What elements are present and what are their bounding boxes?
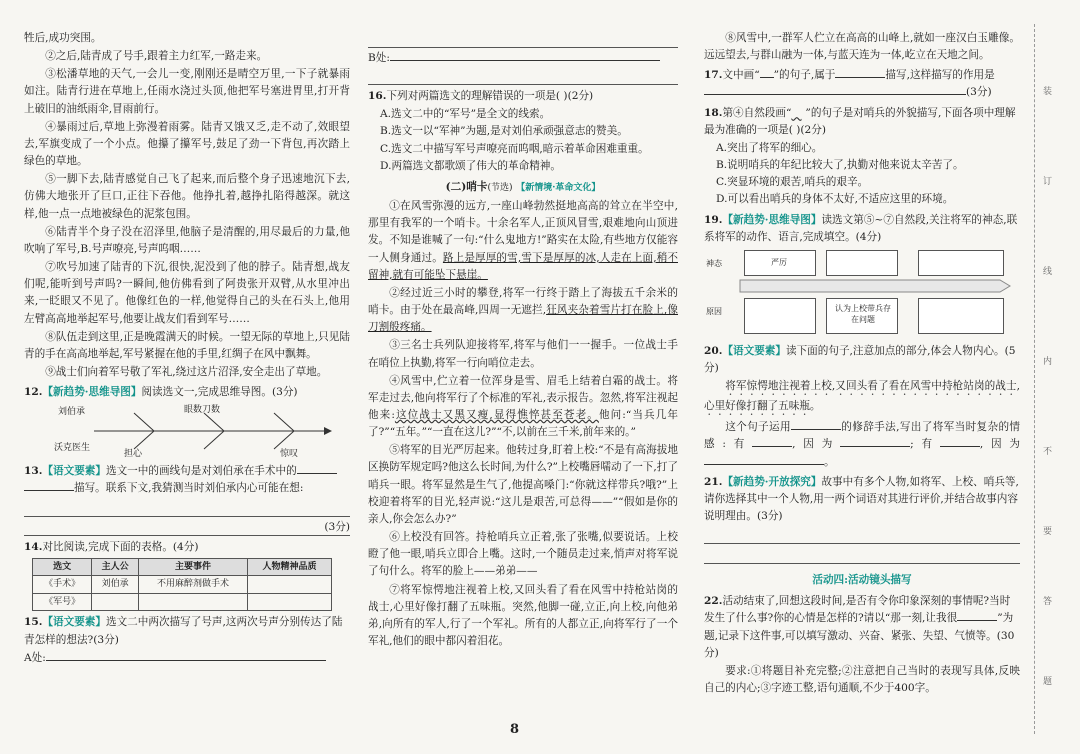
paragraph: ③松潘草地的天气,一会儿一变,刚刚还是晴空万里,一下子就暴雨如注。陆青行进在草地上,任雨水浇过头顶,他把军号塞进胃里,打开背上破旧的油纸雨伞,冒雨前行。: [24, 68, 350, 115]
answer-blank[interactable]: [297, 463, 337, 474]
requirements: 要求:①将题目补充完整;②注意把自己当时的表现写具体,反映自己的内心;③字迹工整,语句通顺,不少于400字。: [704, 664, 1020, 695]
answer-blank[interactable]: [840, 436, 910, 447]
column-right: [704, 30, 1020, 698]
mind-map-label: 担心: [124, 449, 143, 460]
paragraph: ②经过近三小时的攀登,将军一行终于踏上了海拔五千余米的哨卡。由于处在最高峰,四周一无遮拦,狂风夹杂着雪片打在脸上,像刀割般疼痛。: [368, 286, 679, 334]
answer-line[interactable]: (3分): [24, 519, 350, 536]
paragraph: ⑦将军惊愕地注视着上校,又回头看了看在风雪中持枪站岗的战士,心里好像打翻了五味瓶。突然,他脚一碰,立正,向上校,向他弟弟,向所有的军人,行了一个军礼。所有的人都立正,向将军行了一个军礼,他们的眼中都闪着泪花。: [368, 583, 678, 647]
mind-map-box: 认为上校带兵存在问题: [826, 298, 898, 334]
table-row: 《手术》 刘伯承 不用麻醉剂做手术: [33, 576, 332, 594]
question-12: 12.【新趋势·思维导图】阅读选文一,完成思维导图。(3分): [24, 386, 298, 399]
quote: 将军惊愕地注视着上校,又回头看了看在风雪中持枪站岗的战士,心里好像打翻了五味瓶。: [704, 380, 1020, 413]
mind-map-12: [24, 403, 350, 459]
question-19: 19.【新趋势·思维导图】读选文第⑤~⑦自然段,关注将军的神态,联系将军的动作、语言,完成填空。(4分): [704, 213, 1018, 243]
answer-line[interactable]: [704, 546, 1020, 564]
option[interactable]: D.两篇选文都歌颂了伟大的革命精神。: [380, 159, 561, 172]
question-17: 17.文中画“ ”的句子,属于 描写,这样描写的作用是 (3分): [704, 69, 995, 99]
answer-blank[interactable]: [940, 436, 980, 447]
answer-line[interactable]: [368, 67, 678, 85]
comparison-table: [32, 558, 332, 612]
option[interactable]: D.可以看出哨兵的身体不太好,不适应这里的环境。: [716, 193, 954, 206]
question-16: 16.下列对两篇选文的理解错误的一项是( )(2分): [368, 90, 594, 103]
paragraph: ⑨战士们向着军号敬了军礼,绕过这片沼泽,安全走出了草地。: [45, 365, 328, 378]
table-row: 《军号》: [33, 593, 332, 611]
row-label: 原因: [706, 306, 722, 316]
mind-map-label: 眼数刀数: [184, 405, 221, 416]
answer-blank[interactable]: [704, 454, 824, 465]
paragraph: ④风雪中,伫立着一位浑身是雪、眉毛上结着白霜的战士。将军走过去,他向将军行了个标准的军礼,表示报告。忽然,将军注视起他来:这位战士又黑又瘦,显得憔悴甚至苍老。他问:“当兵几年了?”“五年。”“一直在这儿?”“不,以前在三千米,前年来的。”: [368, 374, 678, 439]
answer-blank[interactable]: [704, 84, 966, 95]
binding-margin: 装 订 线 内 不 要 答 题: [1034, 24, 1065, 734]
paragraph: ⑥陆青半个身子没在沼泽里,他脑子是清醒的,用尽最后的力量,他吹响了军号,B.号声嘹亮,号声呜咽……: [24, 225, 350, 255]
section-title: (二)哨卡(节选) 【新情境·革命文化】: [445, 180, 601, 193]
question-13: 13.【语文要素】选文一中的画线句是对刘伯承在手术中的 描写。联系下文,我猜测当时刘伯承内心可能在想:: [24, 463, 350, 497]
answer-blank[interactable]: [752, 436, 792, 447]
answer-blank[interactable]: [24, 480, 74, 491]
mind-map-label: 刘伯承: [58, 407, 86, 418]
mind-map-box[interactable]: [918, 298, 1004, 334]
question-20: 20.【语文要素】读下面的句子,注意加点的部分,体会人物内心。(5分): [704, 344, 1016, 375]
option[interactable]: C.选文二中描写军号声嘹亮而呜咽,暗示着革命困难重重。: [380, 142, 649, 155]
column-middle: [368, 30, 678, 651]
paragraph: ⑦吹号加速了陆青的下沉,很快,泥没到了他的脖子。陆青想,战友们呢,能听到号声吗?一瞬间,他仿佛看到了阿贵张开双臂,从水里冲出来,一眨眼又不见了。他像红色的一样,他觉得自己的头在石头上,他用左臂高高地举起军号,他要让战友们看到军号……: [24, 261, 350, 325]
question-22: 22.活动结束了,回想这段时间,是否有令你印象深刻的事情呢?当时发生了什么事?你的心情是怎样的?请以“那一刻,让我很 ”为题,记录下这件事,可以填写激动、兴奋、紧张、失望、气愤等。(30分): [704, 595, 1015, 659]
mind-map-box[interactable]: [918, 250, 1004, 276]
paragraph: ⑤将军的目光严厉起来。他转过身,盯着上校:“不是有高海拔地区换防军规定吗?他这么长时间,为什么?”上校嘴唇嚅动了一下,打了哨兵一眼。将军显然是生气了,他提高嗓门:“你就这样带兵?哦?”上校迎着将军的目光,轻声说:“这儿是艰苦,可总得——”“假如是你的亲人,你会怎么办?”: [368, 444, 678, 525]
mind-map-label: 惊叹: [280, 449, 299, 460]
option[interactable]: B.选文一以“军神”为题,是对刘伯承顽强意志的赞美。: [380, 125, 628, 138]
paragraph: ②之后,陆青成了号手,跟着主力红军,一路走来。: [45, 50, 268, 63]
mind-map-box: 严厉: [744, 250, 816, 276]
mind-map-label: 沃克医生: [54, 443, 91, 454]
column-left: [24, 30, 350, 667]
paragraph: ④暴雨过后,草地上弥漫着雨雾。陆青又饿又乏,走不动了,效眼望去,军旗变成了一个小点。他攥了攥军号,鼓足了劲一下背包,再次踏上绿色的草地。: [24, 120, 350, 168]
question-21: 21.【新趋势·开放探究】故事中有多个人物,如将军、上校、哨兵等,请你选择其中一个人物,用一两个词语对其进行评价,并结合故事内容说明理由。(3分): [704, 475, 1019, 522]
question-18: 18.第④自然段画“ ”的句子是对哨兵的外貌描写,下面各项中理解最为准确的一项是( )(2分): [704, 106, 1016, 136]
answer-line[interactable]: [24, 499, 350, 517]
paragraph: ⑧风雪中,一群军人伫立在高高的山峰上,就如一座汉白玉雕像。远远望去,与群山融为一体,与蓝天连为一体,屹立在天地之间。: [704, 32, 1020, 62]
option[interactable]: C.突显环境的艰苦,哨兵的艰辛。: [716, 176, 869, 189]
paragraph: ⑥上校没有回答。持枪哨兵立正着,张了张嘴,似要说话。上校瞪了他一眼,哨兵立即合上嘴。这时,一个随员走过来,悄声对将军说了句什么。将军的脸上——弟弟——: [368, 531, 678, 578]
answer-a[interactable]: A处:: [24, 650, 350, 667]
paragraph: ⑤一脚下去,陆青感觉自己飞了起来,而后整个身子迅速地沉下去,仿佛大地张开了巨口,正往下吞他。他挣扎着,越挣扎陷得越深。就这样,他一点一点地被绿色的泥浆包围。: [24, 173, 350, 220]
page-number: 8: [510, 722, 520, 737]
activity-title: 活动四:活动镜头描写: [812, 574, 912, 587]
question-15: 15.【语文要素】选文二中两次描写了号声,这两次号声分别传达了陆青怎样的想法?(3分): [24, 616, 343, 646]
row-label: 神态: [706, 258, 722, 268]
paragraph: 牲后,成功突围。: [24, 32, 102, 44]
answer-blank[interactable]: [835, 67, 885, 78]
mind-map-19: [704, 248, 1020, 340]
paragraph: ③三名士兵列队迎接将军,将军与他们一一握手。一位战士手在哨位上执勤,将军一行向哨位走去。: [368, 339, 678, 369]
mind-map-box[interactable]: [826, 250, 898, 276]
answer-line[interactable]: [368, 30, 678, 48]
option[interactable]: A.选文二中的“军号”是全文的线索。: [380, 108, 551, 121]
paragraph: ①在风雪弥漫的远方,一座山峰勃然挺地高高的耸立在半空中,那里有我军的一个哨卡。十余名军人,正顶风冒雪,艰难地向山顶进发。不知是谁喊了一句:“什么鬼地方!”路实在太险,有些地方仅能容一人侧身通过。路上是厚厚的雪,雪下是厚厚的冰,人走在上面,稍不留神,就有可能坠下悬崖。: [368, 200, 678, 281]
answer-b[interactable]: B处:: [368, 50, 678, 67]
mind-map-box[interactable]: [744, 298, 816, 334]
answer-blank[interactable]: [957, 610, 997, 621]
answer-line[interactable]: [704, 526, 1020, 544]
answer-blank[interactable]: [791, 419, 841, 430]
option[interactable]: B.说明哨兵的年纪比较大了,执勤对他来说太辛苦了。: [716, 159, 964, 172]
option[interactable]: A.突出了将军的细心。: [716, 141, 823, 154]
question-14: 14.对比阅读,完成下面的表格。(4分): [24, 540, 199, 553]
fill-sentence: 这个句子运用 的修辞手法,写出了将军当时复杂的情感:有 ,因为 ;有 ,因为。: [704, 421, 1020, 468]
paragraph: ⑧队伍走到这里,正是晚霞满天的时候。一望无际的草地上,只见陆青的手在高高地举起,军号紧握在他的手里,红绸子在风中飘舞。: [24, 330, 350, 360]
table-header-row: 选文 主人公 主要事件 人物精神品质: [33, 558, 332, 576]
